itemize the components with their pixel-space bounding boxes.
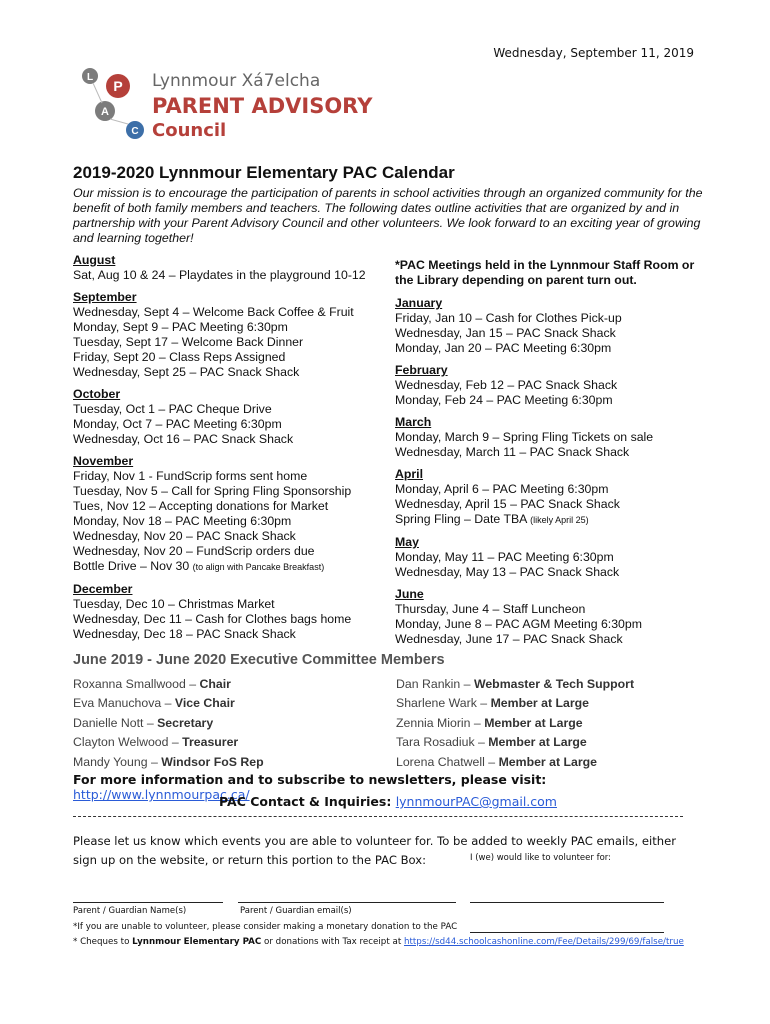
member-item: Lorena Chatwell – Member at Large	[396, 754, 597, 769]
event-item: Tues, Nov 12 – Accepting donations for Market	[73, 499, 329, 513]
member-item: Sharlene Wark – Member at Large	[396, 696, 589, 711]
pac-logo	[80, 66, 380, 146]
event-item: Wednesday, March 11 – PAC Snack Shack	[395, 445, 630, 459]
page-title: 2019-2020 Lynnmour Elementary PAC Calendar	[73, 163, 455, 182]
month-heading: November	[73, 454, 134, 468]
logo-org-line2: PARENT ADVISORY	[152, 94, 373, 118]
logo-org-name: Lynnmour Xá7elcha	[152, 71, 321, 91]
event-item: Friday, Jan 10 – Cash for Clothes Pick-up	[395, 311, 622, 325]
month-heading: December	[73, 582, 133, 596]
member-item: Roxanna Smallwood – Chair	[73, 677, 231, 691]
members-left-list	[73, 675, 264, 772]
cut-line-divider	[73, 816, 683, 817]
bottle-drive-note: (to align with Pancake Breakfast)	[192, 562, 325, 572]
month-november	[73, 454, 393, 575]
event-item	[395, 512, 705, 528]
event-item: Monday, March 9 – Spring Fling Tickets on sale	[395, 430, 654, 444]
website-link[interactable]: http://www.lynnmourpac.ca/	[73, 787, 250, 802]
email-link[interactable]: lynnmourPAC@gmail.com	[395, 794, 557, 809]
event-item: Tuesday, Sept 17 – Welcome Back Dinner	[73, 335, 304, 349]
logo-org-line3: Council	[152, 120, 227, 141]
logo-letter-a: A	[101, 106, 109, 118]
month-heading: February	[395, 363, 448, 377]
event-item: Wednesday, May 13 – PAC Snack Shack	[395, 565, 620, 579]
spring-fling-text: Spring Fling – Date TBA	[395, 512, 527, 526]
month-heading: January	[395, 296, 443, 310]
event-item: Wednesday, Sept 25 – PAC Snack Shack	[73, 365, 300, 379]
member-item: Zennia Miorin – Member at Large	[396, 715, 583, 730]
event-item: Monday, June 8 – PAC AGM Meeting 6:30pm	[395, 617, 642, 631]
event-item: Friday, Nov 1 - FundScrip forms sent home	[73, 469, 308, 483]
month-august	[73, 253, 393, 283]
mission-statement: Our mission is to encourage the participation of parents in school activities through an organized community for the benefit of both family members and teachers. The following dates outline activities that are organized by and in partnership with your Parent Advisory Council and other volunteers. We look forward to an exciting year of growing and learning together!	[73, 186, 703, 245]
month-heading: May	[395, 535, 419, 549]
logo-letter-p: P	[113, 78, 123, 94]
bottle-drive-text: Bottle Drive – Nov 30	[73, 559, 190, 573]
event-item: Wednesday, Nov 20 – PAC Snack Shack	[73, 529, 296, 543]
event-item: Wednesday, Feb 12 – PAC Snack Shack	[395, 378, 618, 392]
logo-letter-c: C	[131, 126, 139, 137]
event-item: Tuesday, Nov 5 – Call for Spring Fling Sponsorship	[73, 484, 352, 498]
event-item: Monday, Feb 24 – PAC Meeting 6:30pm	[395, 393, 613, 407]
donation-note: *If you are unable to volunteer, please consider making a monetary donation to the PAC	[73, 922, 458, 932]
month-january	[395, 296, 705, 356]
event-item: Wednesday, June 17 – PAC Snack Shack	[395, 632, 623, 646]
month-september	[73, 290, 393, 380]
month-heading: October	[73, 387, 121, 401]
member-item: Eva Manuchova – Vice Chair	[73, 696, 235, 711]
event-item: Wednesday, Dec 18 – PAC Snack Shack	[73, 627, 296, 641]
event-item: Monday, Sept 9 – PAC Meeting 6:30pm	[73, 320, 288, 334]
calendar-right-column	[395, 258, 705, 654]
members-right-list	[396, 675, 634, 772]
member-item: Tara Rosadiuk – Member at Large	[396, 735, 587, 750]
event-item: Monday, May 11 – PAC Meeting 6:30pm	[395, 550, 614, 564]
member-item: Mandy Young – Windsor FoS Rep	[73, 754, 264, 769]
event-item: Wednesday, Dec 11 – Cash for Clothes bags home	[73, 612, 352, 626]
parent-email-label: Parent / Guardian email(s)	[240, 906, 352, 916]
member-item: Danielle Nott – Secretary	[73, 715, 214, 730]
event-item: Wednesday, Oct 16 – PAC Snack Shack	[73, 432, 294, 446]
month-october	[73, 387, 393, 447]
month-march	[395, 415, 705, 460]
event-item: Monday, Jan 20 – PAC Meeting 6:30pm	[395, 341, 612, 355]
contact-line	[73, 794, 703, 809]
month-april	[395, 467, 705, 528]
event-item: Wednesday, April 15 – PAC Snack Shack	[395, 497, 620, 511]
event-item: Monday, April 6 – PAC Meeting 6:30pm	[395, 482, 609, 496]
spring-fling-note: (likely April 25)	[530, 515, 589, 525]
month-june	[395, 587, 705, 647]
month-december	[73, 582, 393, 642]
month-heading: March	[395, 415, 432, 429]
document-date: Wednesday, September 11, 2019	[493, 46, 694, 60]
member-item: Clayton Welwood – Treasurer	[73, 735, 239, 750]
event-item: Sat, Aug 10 & 24 – Playdates in the playground 10-12	[73, 268, 366, 282]
parent-email-field[interactable]	[238, 902, 456, 903]
member-item: Dan Rankin – Webmaster & Tech Support	[396, 677, 635, 691]
month-heading: September	[73, 290, 137, 304]
info-text: For more information and to subscribe to newsletters, please visit:	[73, 772, 547, 787]
cheques-note: * Cheques to Lynnmour Elementary PAC or donations with Tax receipt at https://sd44.schoolcashonline.com/Fee/Details/299/69/false/true	[73, 937, 684, 947]
contact-label: PAC Contact & Inquiries:	[219, 794, 396, 809]
event-item: Wednesday, Nov 20 – FundScrip orders due	[73, 544, 315, 558]
logo-letter-l: L	[86, 72, 94, 83]
parent-name-field[interactable]	[73, 902, 223, 903]
month-heading: August	[73, 253, 116, 267]
event-item: Wednesday, Sept 4 – Welcome Back Coffee & Fruit	[73, 305, 354, 319]
calendar-left-column	[73, 253, 393, 649]
event-item: Monday, Nov 18 – PAC Meeting 6:30pm	[73, 514, 292, 528]
event-item	[73, 559, 393, 575]
donation-link[interactable]: https://sd44.schoolcashonline.com/Fee/Details/299/69/false/true	[403, 937, 684, 947]
executive-heading: June 2019 - June 2020 Executive Committee Members	[73, 652, 445, 668]
event-item: Friday, Sept 20 – Class Reps Assigned	[73, 350, 286, 364]
month-may	[395, 535, 705, 580]
volunteer-instructions: Please let us know which events you are able to volunteer for. To be added to weekly PAC emails, either sign up on the website, or return this portion to the PAC Box:	[73, 834, 677, 867]
month-heading: June	[395, 587, 424, 601]
event-item: Tuesday, Dec 10 – Christmas Market	[73, 597, 275, 611]
volunteer-field[interactable]	[470, 902, 664, 903]
event-item: Tuesday, Oct 1 – PAC Cheque Drive	[73, 402, 272, 416]
event-item: Monday, Oct 7 – PAC Meeting 6:30pm	[73, 417, 282, 431]
meeting-note: *PAC Meetings held in the Lynnmour Staff Room or the Library depending on parent turn out.	[395, 258, 695, 287]
month-february	[395, 363, 705, 408]
parent-name-label: Parent / Guardian Name(s)	[73, 906, 187, 916]
event-item: Thursday, June 4 – Staff Luncheon	[395, 602, 586, 616]
month-heading: April	[395, 467, 424, 481]
event-item: Wednesday, Jan 15 – PAC Snack Shack	[395, 326, 616, 340]
volunteer-field-2[interactable]	[470, 932, 664, 933]
volunteer-label: I (we) would like to volunteer for:	[470, 853, 611, 863]
